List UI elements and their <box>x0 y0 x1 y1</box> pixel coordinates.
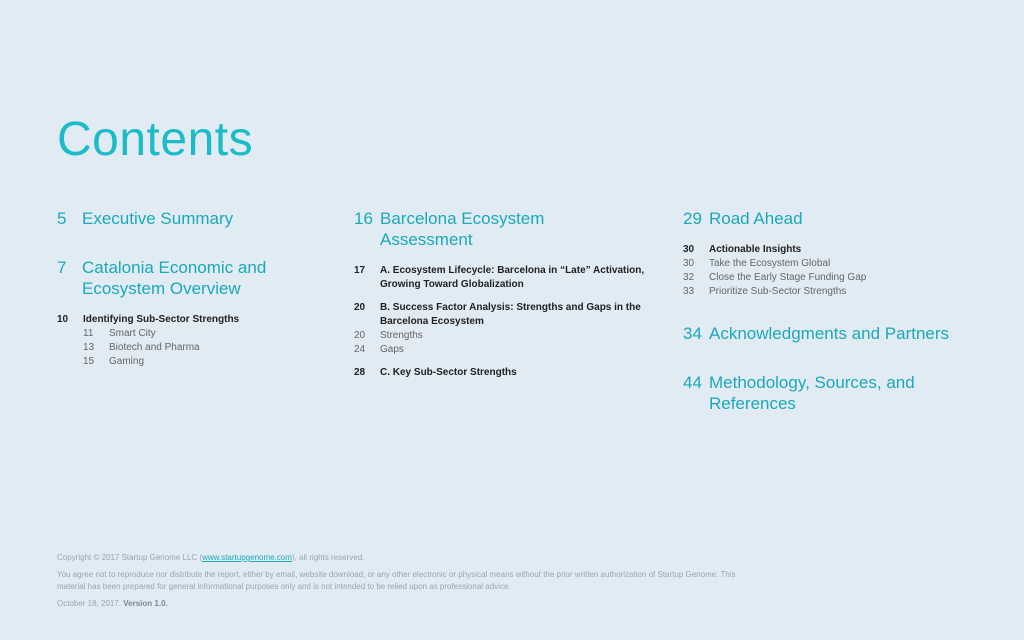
section-title: Barcelona Ecosystem Assessment <box>380 209 545 249</box>
item-title: Biotech and Pharma <box>109 342 200 353</box>
page-number: 30 <box>683 244 695 255</box>
item-title: Strengths <box>380 330 423 341</box>
section-title: Executive Summary <box>82 209 234 228</box>
page-number: 16 <box>354 209 373 228</box>
page-number: 33 <box>683 286 695 297</box>
toc-subsection-lifecycle[interactable] <box>354 264 664 292</box>
page-number: 17 <box>354 265 366 276</box>
page-title: Contents <box>57 113 254 166</box>
toc-section-road-ahead[interactable] <box>683 208 1003 229</box>
item-title: Gaming <box>109 356 145 367</box>
toc-item-global[interactable] <box>683 257 1003 271</box>
section-title: Methodology, Sources, and References <box>709 373 915 413</box>
toc-item-prioritize[interactable] <box>683 285 1003 299</box>
toc-subsection-sub-sector-strengths[interactable] <box>57 313 347 327</box>
page-number: 32 <box>683 272 695 283</box>
section-title: Catalonia Economic and Ecosystem Overview <box>82 258 267 298</box>
toc-item-biotech[interactable] <box>57 341 347 355</box>
version-label: Version 1.0. <box>123 599 168 608</box>
toc-subsection-key-sub-sector[interactable] <box>354 366 664 380</box>
toc-item-gaps[interactable] <box>354 343 664 357</box>
page-number: 24 <box>354 344 366 355</box>
toc-column-2 <box>354 208 664 380</box>
subsection-title: A. Ecosystem Lifecycle: Barcelona in “Late” Activation, Growing Toward Globalization <box>380 265 645 290</box>
item-title: Prioritize Sub-Sector Strengths <box>709 286 847 297</box>
toc-item-strengths[interactable] <box>354 329 664 343</box>
toc-section-executive-summary[interactable] <box>57 208 347 229</box>
page-number: 5 <box>57 209 67 228</box>
page-number: 44 <box>683 373 702 392</box>
subsection-title: C. Key Sub-Sector Strengths <box>380 367 517 378</box>
item-title: Smart City <box>109 328 156 339</box>
page-number: 34 <box>683 324 702 343</box>
subsection-title: Actionable Insights <box>709 244 802 255</box>
page-number: 15 <box>83 356 95 367</box>
subsection-title: B. Success Factor Analysis: Strengths and Gaps in the Barcelona Ecosystem <box>380 302 641 327</box>
page-number: 13 <box>83 342 95 353</box>
toc-section-catalonia-overview[interactable] <box>57 257 347 299</box>
toc-section-barcelona-assessment[interactable] <box>354 208 664 250</box>
toc-column-1 <box>57 208 347 369</box>
page-number: 10 <box>57 314 69 325</box>
item-title: Take the Ecosystem Global <box>709 258 831 269</box>
item-title: Gaps <box>380 344 404 355</box>
footer <box>57 552 757 610</box>
toc-column-3 <box>683 208 1003 414</box>
toc-subsection-success-factor[interactable] <box>354 301 664 329</box>
page-number: 7 <box>57 258 67 277</box>
toc-section-methodology[interactable] <box>683 372 1003 414</box>
copyright-line: Copyright © 2017 Startup Genome LLC (www.startupgenome.com), all rights reserved. <box>57 553 365 562</box>
page-number: 20 <box>354 302 366 313</box>
section-title: Road Ahead <box>709 209 803 228</box>
legal-notice: You agree not to reproduce nor distribute the report, either by email, website download, or any other electronic or physical means without the prior written authorization of Startup Genome. This material has been prepared for general informational purposes only and is not intended to be relied upon as professional advice. <box>57 570 736 591</box>
subsection-title: Identifying Sub-Sector Strengths <box>83 314 240 325</box>
page-number: 11 <box>83 328 94 339</box>
page-number: 28 <box>354 367 366 378</box>
toc-item-gaming[interactable] <box>57 355 347 369</box>
website-link[interactable]: www.startupgenome.com <box>202 553 292 562</box>
toc-item-smart-city[interactable] <box>57 327 347 341</box>
section-title: Acknowledgments and Partners <box>709 324 950 343</box>
toc-item-funding-gap[interactable] <box>683 271 1003 285</box>
page-number: 29 <box>683 209 702 228</box>
date-version: October 18, 2017. Version 1.0. <box>57 599 168 608</box>
page-number: 30 <box>683 258 695 269</box>
toc-section-acknowledgments[interactable] <box>683 323 1003 344</box>
toc-subsection-actionable-insights[interactable] <box>683 243 1003 257</box>
item-title: Close the Early Stage Funding Gap <box>709 272 867 283</box>
page-number: 20 <box>354 330 366 341</box>
